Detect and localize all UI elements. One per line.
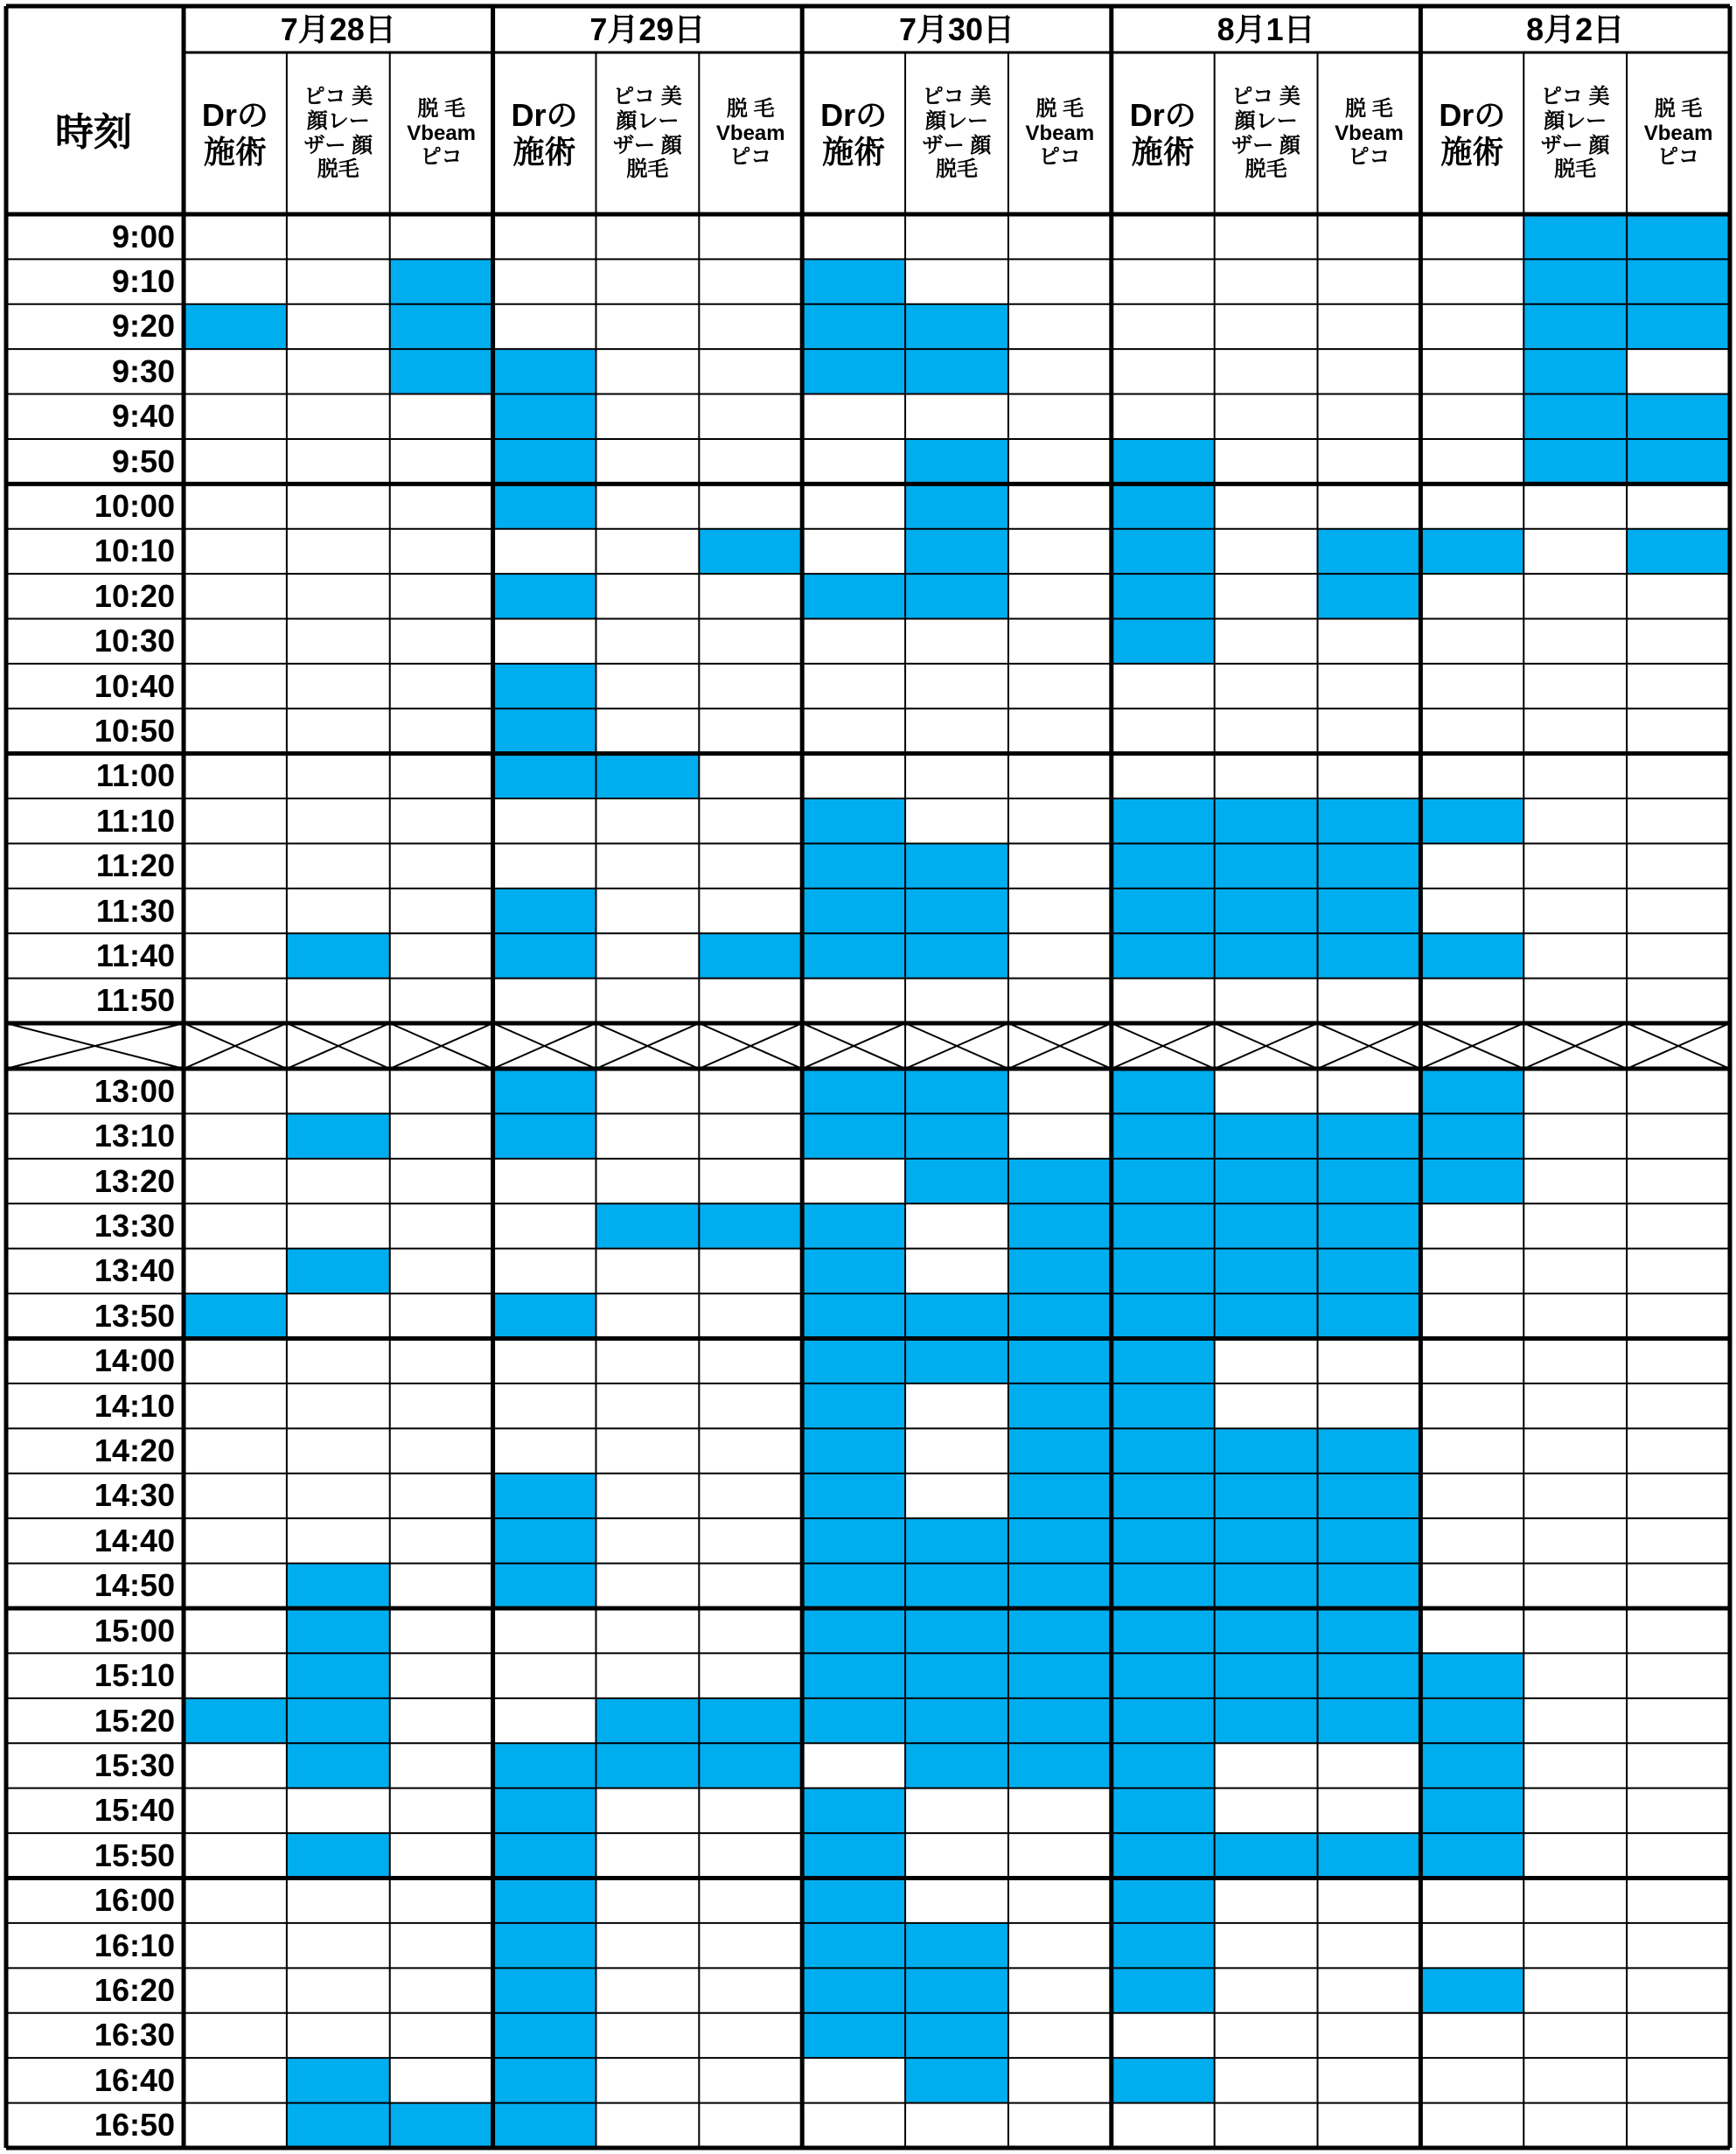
service-header-line: ピコ 美 — [613, 85, 682, 109]
time-label: 11:00 — [95, 757, 175, 794]
service-header-line: Drの — [1129, 97, 1196, 134]
service-header-line: ピコ — [729, 145, 772, 170]
service-header-line: 脱毛 — [1244, 157, 1287, 182]
service-header-line: Drの — [820, 97, 888, 134]
service-header-line: 施術 — [203, 133, 267, 170]
service-header-line: Vbeam — [1025, 121, 1095, 145]
service-header-line: ピコ 美 — [1540, 85, 1610, 109]
time-label: 10:30 — [94, 623, 175, 659]
day-header-1: 7月29日 — [589, 10, 706, 47]
time-label: 15:30 — [94, 1746, 175, 1783]
service-header-line: 顔レー — [1234, 108, 1298, 133]
service-header-line: 施術 — [822, 133, 886, 170]
time-column-header: 時刻 — [55, 110, 132, 154]
service-header-line: ピコ 美 — [922, 85, 992, 109]
time-label: 13:20 — [94, 1162, 175, 1199]
time-label: 16:40 — [94, 2061, 175, 2098]
service-header-line: Drの — [1439, 97, 1506, 134]
service-header-line: 脱毛 — [626, 157, 669, 182]
time-label: 14:10 — [94, 1387, 175, 1424]
service-header-line: Vbeam — [407, 121, 476, 145]
day-header-0: 7月28日 — [280, 10, 396, 47]
day-header-4: 8月2日 — [1526, 10, 1625, 47]
time-label: 16:00 — [94, 1882, 175, 1919]
time-label: 9:10 — [111, 263, 175, 300]
time-label: 16:10 — [94, 1927, 175, 1963]
time-label: 9:40 — [111, 398, 175, 435]
time-label: 10:10 — [94, 533, 175, 569]
time-label: 14:30 — [94, 1477, 175, 1514]
service-header-line: Drの — [201, 97, 268, 134]
service-header-line: ピコ — [1348, 145, 1391, 170]
time-label: 9:30 — [111, 352, 175, 389]
time-label: 10:50 — [94, 712, 175, 749]
service-header-line: 脱 毛 — [417, 97, 465, 122]
time-label: 15:10 — [94, 1657, 175, 1694]
service-header-line: ピコ 美 — [303, 85, 373, 109]
service-header-line: 施術 — [512, 133, 576, 170]
time-label: 9:00 — [111, 218, 175, 254]
service-header-line: 脱毛 — [935, 157, 978, 182]
time-label: 11:20 — [95, 847, 175, 884]
service-header-line: Vbeam — [1643, 121, 1713, 145]
service-header-line: 脱毛 — [1554, 157, 1597, 182]
time-label: 13:00 — [94, 1072, 175, 1109]
time-label: 13:30 — [94, 1207, 175, 1244]
service-header-line: ピコ — [420, 145, 463, 170]
time-label: 13:50 — [94, 1297, 175, 1334]
service-header-line: ザー 顔 — [303, 133, 373, 157]
time-label: 11:50 — [95, 982, 175, 1019]
time-label: 14:00 — [94, 1342, 175, 1379]
time-label: 13:10 — [94, 1118, 175, 1154]
service-header-line: 顔レー — [306, 108, 370, 133]
service-header-line: 施術 — [1440, 133, 1504, 170]
day-header-2: 7月30日 — [898, 10, 1015, 47]
service-header-line: 顔レー — [1544, 108, 1607, 133]
time-label: 11:10 — [95, 802, 175, 839]
time-label: 9:50 — [111, 443, 175, 479]
service-header-line: Drの — [511, 97, 578, 134]
time-label: 9:20 — [111, 308, 175, 345]
time-label: 13:40 — [94, 1252, 175, 1289]
time-label: 14:40 — [94, 1522, 175, 1558]
service-header-line: 顔レー — [616, 108, 680, 133]
time-label: 16:20 — [94, 1972, 175, 2009]
time-label: 10:00 — [94, 488, 175, 525]
time-label: 11:30 — [95, 892, 175, 929]
time-label: 16:50 — [94, 2107, 175, 2144]
service-header-line: Vbeam — [715, 121, 785, 145]
service-header-line: 施術 — [1131, 133, 1195, 170]
day-header-3: 8月1日 — [1217, 10, 1315, 47]
service-header-line: ザー 顔 — [1540, 133, 1610, 157]
time-label: 16:30 — [94, 2017, 175, 2053]
time-label: 15:20 — [94, 1702, 175, 1739]
time-label: 10:40 — [94, 667, 175, 704]
service-header-line: ピコ — [1657, 145, 1700, 170]
service-header-line: 脱 毛 — [1345, 97, 1393, 122]
service-header-line: ピコ 美 — [1231, 85, 1300, 109]
time-label: 15:40 — [94, 1792, 175, 1829]
service-header-line: ザー 顔 — [1231, 133, 1300, 157]
time-label: 14:50 — [94, 1567, 175, 1604]
service-header-line: Vbeam — [1335, 121, 1404, 145]
time-label: 14:20 — [94, 1433, 175, 1469]
service-header-line: ザー 顔 — [922, 133, 992, 157]
time-label: 15:00 — [94, 1612, 175, 1649]
time-label: 15:50 — [94, 1837, 175, 1873]
service-header-line: ピコ — [1038, 145, 1081, 170]
service-header-line: 脱 毛 — [726, 97, 775, 122]
service-header-line: 脱毛 — [317, 157, 359, 182]
time-label: 11:40 — [95, 937, 175, 973]
service-header-line: ザー 顔 — [613, 133, 682, 157]
time-label: 10:20 — [94, 577, 175, 614]
service-header-line: 顔レー — [924, 108, 988, 133]
service-header-line: 脱 毛 — [1654, 97, 1703, 122]
service-header-line: 脱 毛 — [1035, 97, 1084, 122]
